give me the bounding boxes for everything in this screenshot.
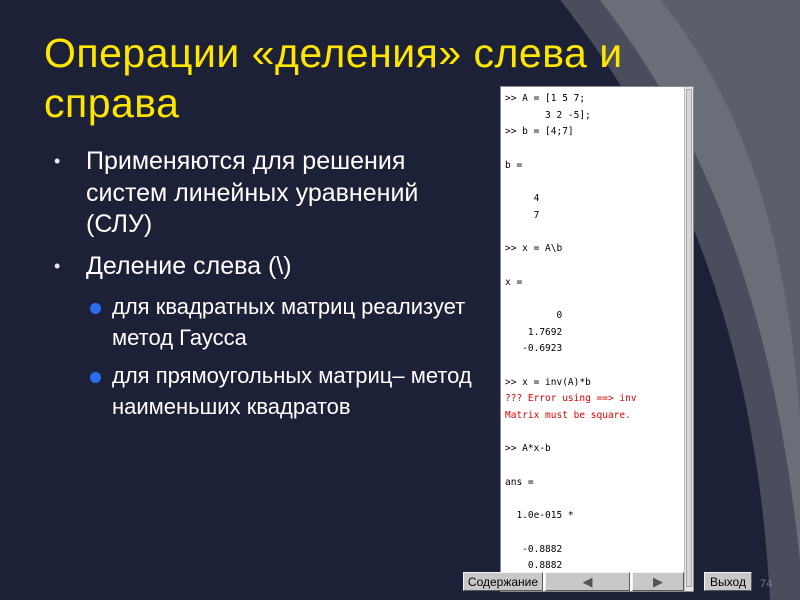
sub-bullet-item bbox=[50, 361, 490, 422]
sub-bullet-marker bbox=[90, 303, 101, 314]
sub-bullet-marker bbox=[90, 372, 101, 383]
exit-button-label: Выход bbox=[710, 574, 746, 589]
console-line bbox=[505, 358, 681, 375]
slide-title: Операции «деления» слева и справа bbox=[44, 30, 623, 126]
console-line: 3 2 -5]; bbox=[505, 109, 591, 121]
console-line bbox=[505, 425, 681, 442]
contents-button[interactable] bbox=[463, 572, 543, 591]
bullet-list bbox=[50, 146, 490, 430]
console-line: >> b = [4;7] bbox=[505, 126, 574, 138]
console-line: 1.7692 bbox=[505, 326, 563, 338]
console-line: x = bbox=[505, 276, 523, 288]
console-line: 4 bbox=[505, 193, 540, 205]
console-line: -0.6923 bbox=[505, 343, 563, 355]
console-line: >> x = A\b bbox=[505, 243, 563, 255]
bullet-marker: • bbox=[54, 151, 61, 171]
console-line: >> A = [1 5 7; bbox=[505, 93, 586, 104]
console-line: >> A*x-b bbox=[505, 443, 551, 455]
console-line bbox=[505, 174, 681, 191]
console-scrollbar bbox=[684, 87, 693, 591]
exit-button[interactable] bbox=[704, 572, 752, 591]
console-line: 1.0e-015 * bbox=[505, 510, 574, 522]
bullet-item bbox=[50, 251, 490, 283]
console-line bbox=[505, 492, 681, 509]
page-number: 74 bbox=[760, 578, 773, 590]
console-line: ans = bbox=[505, 476, 534, 488]
left-triangle-icon: ◀ bbox=[582, 573, 593, 589]
bullet-text: Применяются для решения систем линейных уравнений (СЛУ) bbox=[86, 147, 419, 238]
console-line: >> x = inv(A)*b bbox=[505, 376, 591, 388]
sub-bullet-text: для квадратных матриц реализует метод Гаусса bbox=[112, 294, 466, 350]
console-error-line: Matrix must be square. bbox=[505, 410, 631, 422]
console-scroll-thumb bbox=[686, 89, 692, 587]
console-text bbox=[505, 91, 681, 575]
console-error-line: ??? Error using ==> inv bbox=[505, 393, 637, 405]
console-line bbox=[505, 291, 681, 308]
console-line bbox=[505, 525, 681, 542]
matlab-console-screenshot bbox=[500, 86, 694, 592]
right-triangle-icon: ▶ bbox=[653, 573, 663, 589]
console-line bbox=[505, 258, 681, 275]
bullet-marker: • bbox=[54, 255, 61, 276]
sub-bullet-text: для прямоугольных матриц– метод наименьших квадратов bbox=[112, 363, 472, 419]
sub-bullet-item bbox=[50, 292, 490, 353]
console-line: -0.8882 bbox=[505, 543, 563, 555]
console-line bbox=[505, 141, 681, 158]
console-line bbox=[505, 458, 681, 475]
console-line: 7 bbox=[505, 209, 540, 221]
prev-slide-button[interactable] bbox=[545, 572, 630, 591]
console-line: 0.8882 bbox=[505, 560, 563, 572]
next-slide-button[interactable] bbox=[632, 572, 684, 591]
bullet-item bbox=[50, 146, 490, 241]
contents-button-label: Содержание bbox=[467, 574, 539, 589]
console-line: 0 bbox=[505, 309, 563, 321]
console-line: b = bbox=[505, 159, 523, 171]
console-line bbox=[505, 225, 681, 242]
bullet-text: Деление слева (\) bbox=[86, 251, 292, 280]
